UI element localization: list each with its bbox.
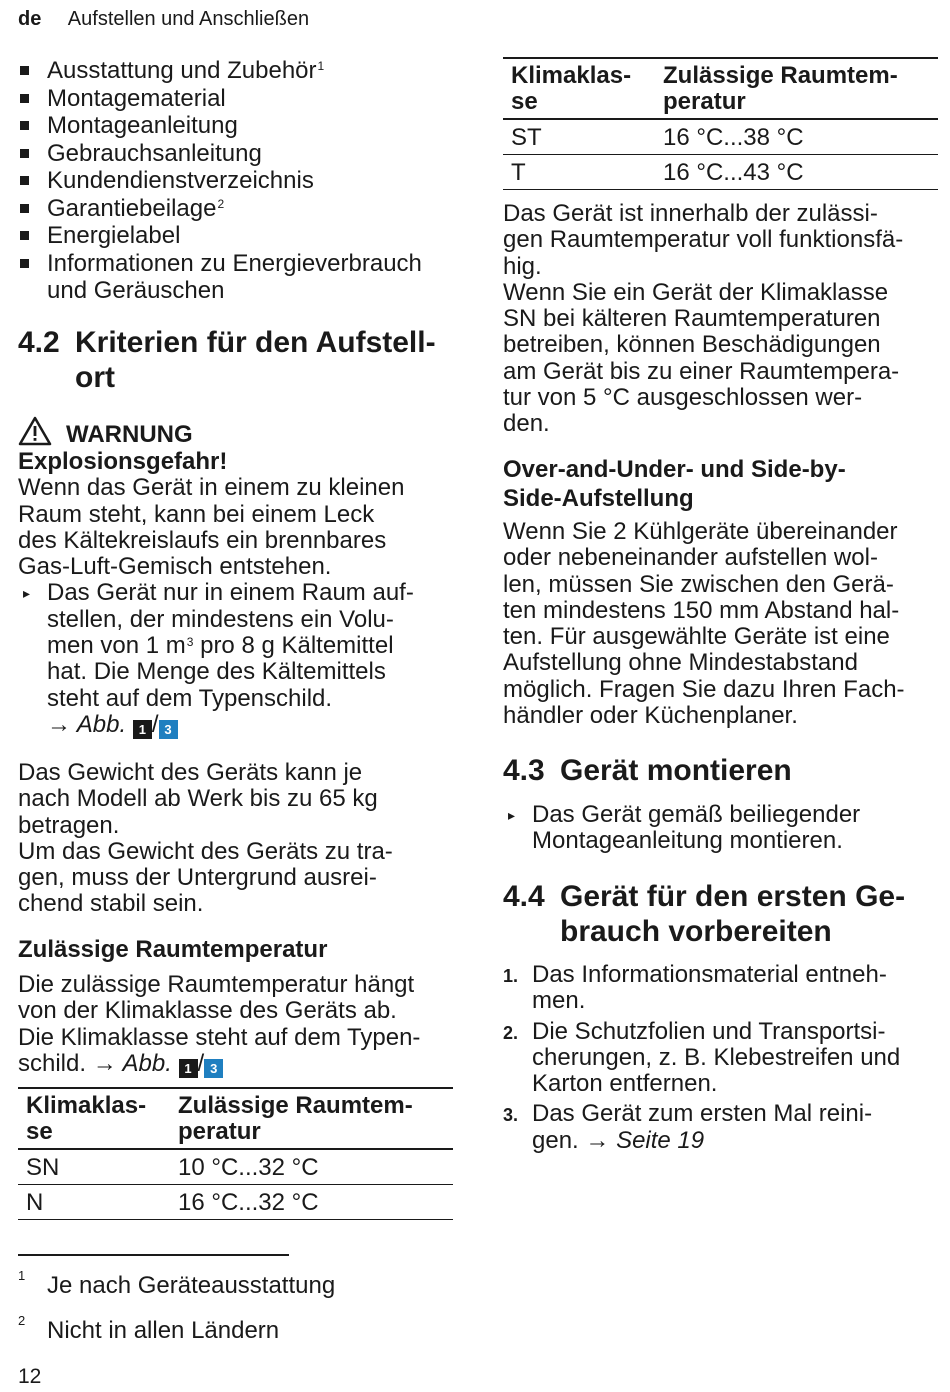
figure-1-badge: 1: [179, 1059, 198, 1078]
page-header: [18, 8, 309, 31]
column-header-class: Klimaklas- se: [503, 58, 655, 119]
installation-paragraph: Wenn Sie 2 Kühlgeräte übereinander oder nebeneinander aufstellen wol- len, müssen Sie zwischen den Gerä- ten mindestens 150 mm Abstand hal- ten. Für ausgewählte Geräte ist eine Aufstellung ohne Mindestabstand möglich. Fragen Sie dazu Ihren Fach- händler oder Küchenplaner.: [503, 518, 905, 730]
temperature-heading: Zulässige Raumtemperatur: [18, 936, 328, 963]
footnote-divider: [18, 1254, 289, 1256]
footnote-1: 1 Je nach Geräteausstattung: [18, 1268, 336, 1299]
step-arrow-icon: ▸: [23, 585, 31, 602]
warning-step: ▸ Das Gerät nur in einem Raum auf- stellen, der mindestens ein Volu- men von 1 $m^3$ pro 8 g Kältemittel hat. Die Menge des Kältemittels steht auf dem Typenschild. → Abb. 1 / 3: [18, 580, 458, 738]
list-item: Montageanleitung: [18, 112, 458, 140]
page-number: 12: [18, 1365, 42, 1388]
figure-reference[interactable]: → Abb. 1 / 3: [47, 712, 458, 739]
weight-paragraph: Das Gewicht des Geräts kann je nach Modell ab Werk bis zu 65 kg betragen. Um das Gewicht des Geräts zu tra- gen, muss der Untergrund ausrei- chend stabil sein.: [18, 759, 393, 918]
list-item: Garantiebeilage$^2$: [18, 195, 458, 223]
function-paragraph: Das Gerät ist innerhalb der zulässi- gen Raumtemperatur voll funktionsfä- hig. Wenn Sie ein Gerät der Klimaklasse SN bei kälteren Raumtemperaturen betreiben, können Beschädigungen am Gerät bis zu einer Raumtempera- tur von 5 °C ausgeschlossen wer- den.: [503, 200, 904, 438]
temperature-paragraph: Die zulässige Raumtemperatur hängt von der Klimaklasse des Geräts ab. Die Klimaklasse steht auf dem Typen- schild. → Abb. 1 / 3: [18, 972, 458, 1078]
list-item: Ausstattung und Zubehör$^1$: [18, 57, 458, 85]
climate-class-table-2: [503, 57, 938, 190]
list-item: 3. Das Gerät zum ersten Mal reini- gen. → Seite 19: [503, 1100, 873, 1154]
page-link[interactable]: → Seite 19: [585, 1126, 705, 1154]
warning-title: Explosionsgefahr!: [18, 448, 228, 475]
list-item: Montagematerial: [18, 85, 458, 113]
table-header-row: [18, 1088, 453, 1149]
warning-body: Explosionsgefahr! Wenn das Gerät in einem zu kleinen Raum steht, kann bei einem Leck des Kältekreislaufs ein brennbares Gas-Luft-Gemisch entstehen. ▸ Das Gerät nur in einem Raum auf- stellen, der mindestens ein Volu- men von 1 $m^3$ pro 8 g Kältemittel hat. Die Menge des Kältemittels steht auf dem Typenschild. → Abb. 1 / 3: [18, 449, 458, 739]
list-item: Kundendienstverzeichnis: [18, 167, 458, 195]
step-arrow-icon: ▸: [508, 807, 516, 823]
list-item: Gebrauchsanleitung: [18, 140, 458, 168]
montage-step: ▸ Das Gerät gemäß beiliegender Montageanleitung montieren.: [508, 801, 861, 855]
list-item: 2. Die Schutzfolien und Transportsi- cherungen, z. B. Klebestreifen und Karton entfernen.: [503, 1017, 901, 1098]
table-header-row: [503, 58, 938, 119]
installation-heading: Over-and-Under- und Side-by- Side-Aufstellung: [503, 456, 846, 512]
figure-3-badge: 3: [159, 720, 178, 739]
numbered-steps: [503, 962, 941, 1158]
section-title: Aufstellen und Anschließen: [67, 8, 310, 30]
warning-label: WARNUNG: [18, 416, 193, 449]
warning-triangle-icon: [18, 416, 52, 446]
column-header-temperature: Zulässige Raumtem- peratur: [170, 1088, 453, 1149]
section-heading-4-4: 4.4 Gerät für den ersten Ge- brauch vorbereiten: [503, 880, 906, 948]
list-item: Energielabel: [18, 222, 458, 250]
figure-3-badge: 3: [204, 1059, 223, 1078]
language-code: de: [18, 8, 42, 30]
section-heading-4-2: 4.2 Kriterien für den Aufstell- ort: [18, 326, 436, 394]
climate-class-table-1: [18, 1087, 453, 1220]
column-header-temperature: Zulässige Raumtem- peratur: [655, 58, 938, 119]
table-row: T 16 °C...43 °C: [503, 155, 938, 190]
footnote-2: 2 Nicht in allen Ländern: [18, 1313, 280, 1344]
table-row: N 16 °C...32 °C: [18, 1185, 453, 1220]
table-row: SN 10 °C...32 °C: [18, 1149, 453, 1185]
figure-reference[interactable]: schild. → Abb. 1 / 3: [18, 1051, 458, 1078]
section-heading-4-3: 4.3 Gerät montieren: [503, 754, 792, 787]
list-item: Informationen zu Energieverbrauch und Geräuschen: [18, 250, 458, 305]
figure-1-badge: 1: [133, 720, 152, 739]
table-row: ST 16 °C...38 °C: [503, 119, 938, 155]
bullet-list: [18, 57, 458, 305]
column-header-class: Klimaklas- se: [18, 1088, 170, 1149]
list-item: 1. Das Informationsmaterial entneh- men.: [503, 961, 887, 1015]
